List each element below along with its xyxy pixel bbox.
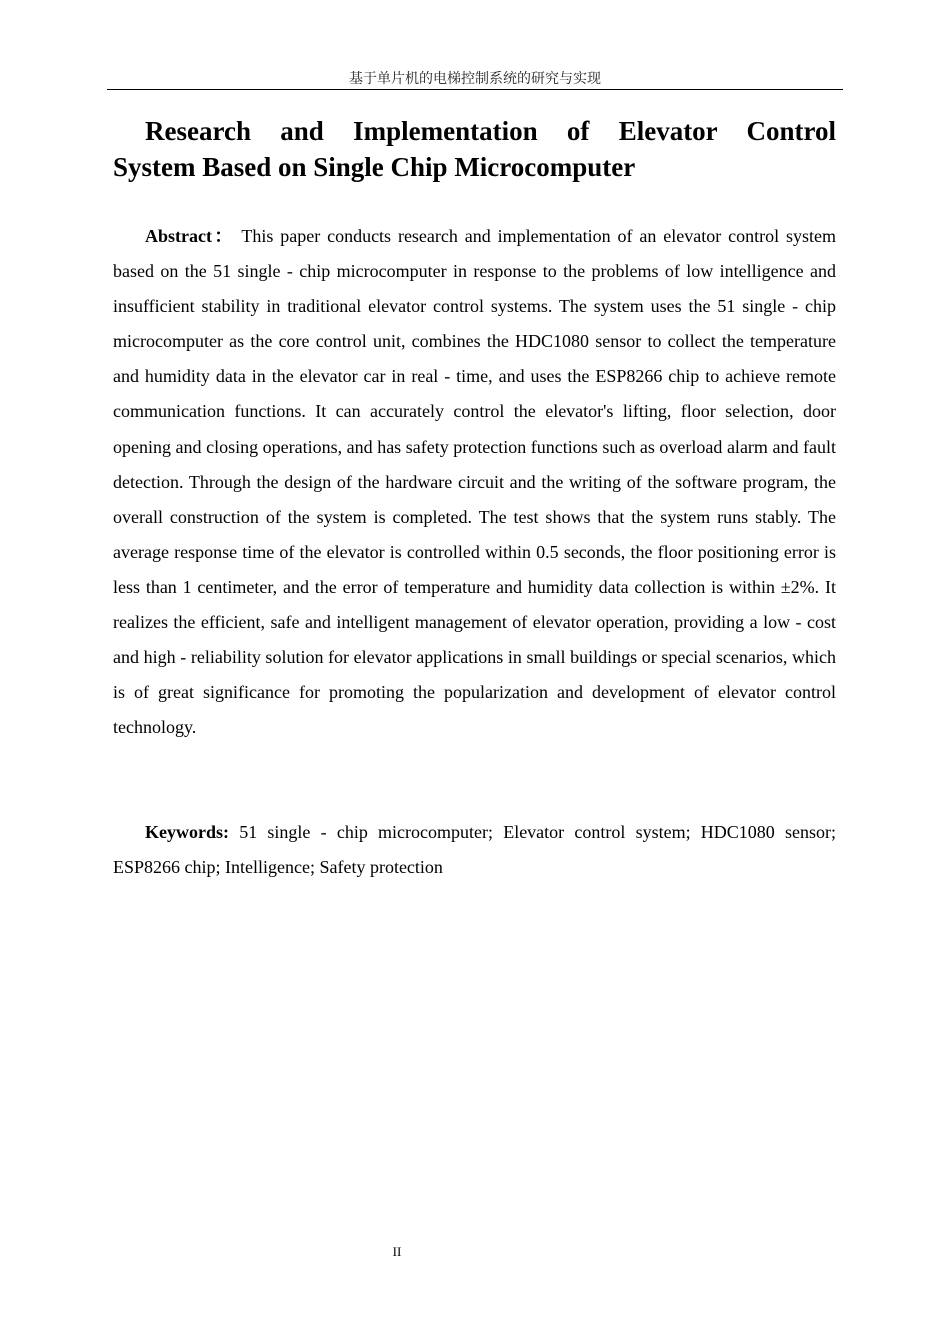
keywords-paragraph (113, 815, 836, 885)
running-header: 基于单片机的电梯控制系统的研究与实现 (349, 71, 601, 87)
abstract-text: This paper conducts research and implementation of an elevator control system based on the 51 single - chip microcomputer in response to the problems of low intelligence and insufficient stability in traditional elevator control systems. The system uses the 51 single - chip microcomputer as the core control unit, combines the HDC1080 sensor to collect the temperature and humidity data in the elevator car in real - time, and uses the ESP8266 chip to achieve remote communication functions. It can accurately control the elevator's lifting, floor selection, door opening and closing operations, and has safety protection functions such as overload alarm and fault detection. Through the design of the hardware circuit and the writing of the software program, the overall construction of the system is completed. The test shows that the system runs stably. The average response time of the elevator is controlled within 0.5 seconds, the floor positioning error is less than 1 centimeter, and the error of temperature and humidity data collection is within ±2%. It realizes the efficient, safe and intelligent management of elevator operation, providing a low - cost and high - reliability solution for elevator applications in small buildings or special scenarios, which is of great significance for promoting the popularization and development of elevator control technology. (113, 226, 837, 738)
title-line-1: Research and Implementation of Elevator Control (145, 116, 836, 146)
abstract-label: Abstract： (145, 226, 235, 246)
paper-title (113, 113, 836, 185)
keywords-label: Keywords: (145, 822, 229, 842)
keywords-text: 51 single - chip microcomputer; Elevator control system; HDC1080 sensor; ESP8266 chip; Intelligence; Safety protection (113, 822, 836, 878)
header-rule (107, 89, 843, 90)
title-line-2: System Based on Single Chip Microcomputer (113, 152, 636, 182)
page-number: II (392, 1244, 402, 1259)
abstract-paragraph (113, 219, 836, 745)
